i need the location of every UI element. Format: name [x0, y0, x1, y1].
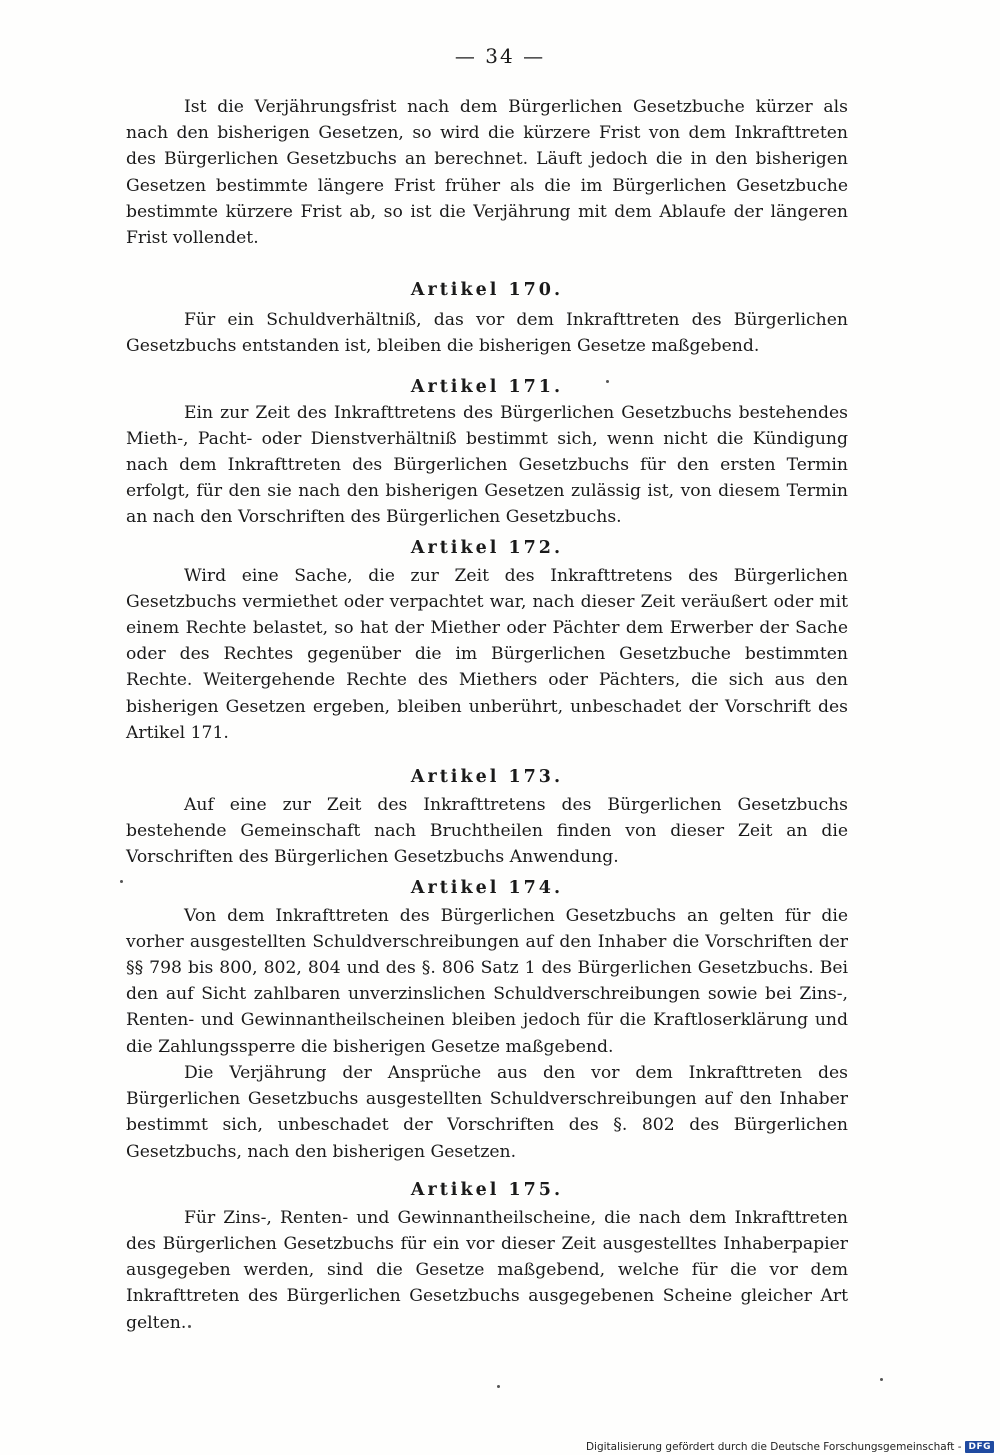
footer-text: Digitalisierung gefördert durch die Deutsche Forschungsgemeinschaft -: [585, 1441, 962, 1453]
paragraph-artikel-171: Ein zur Zeit des Inkrafttretens des Bürgerlichen Gesetzbuchs bestehendes Mieth-, Pacht- oder Dienstverhältniß bestimmt sich, wenn nicht die Kündigung nach dem Inkrafttreten des Bürgerlichen Gesetzbuchs für den ersten Termin erfolgt, für den sie nach den bisherigen Gesetzen zulässig ist, von diesem Termin an nach den Vorschriften des Bürgerlichen Gesetzbuchs.: [126, 402, 848, 528]
heading-artikel-175: Artikel 175.: [410, 1179, 564, 1200]
page-number: — 34 —: [454, 44, 546, 68]
dfg-logo: DFG: [965, 1441, 994, 1453]
paragraph-artikel-173: Auf eine zur Zeit des Inkrafttretens des Bürgerlichen Gesetzbuchs bestehende Gemeinschaft nach Bruchtheilen finden von dieser Zeit an die Vorschriften des Bürgerlichen Gesetzbuchs Anwendung.: [126, 795, 848, 868]
heading-artikel-171: Artikel 171.: [410, 376, 564, 397]
paragraph-verjaehrung: Ist die Verjährungsfrist nach dem Bürgerlichen Gesetzbuche kürzer als nach den bisherigen Gesetzen, so wird die kürzere Frist von dem Inkrafttreten des Bürgerlichen Gesetzbuchs an berechnet. Läuft jedoch die in den bisherigen Gesetzen bestimmte längere Frist früher als die im Bürgerlichen Gesetzbuche bestimmte kürzere Frist ab, so ist die Verjährung mit dem Ablaufe der längeren Frist vollendet.: [126, 97, 848, 249]
scan-speck: [188, 1325, 191, 1328]
scan-speck: [606, 380, 609, 383]
heading-artikel-174: Artikel 174.: [410, 877, 564, 898]
scan-speck: [880, 1378, 883, 1381]
paragraph-artikel-175: Für Zins-, Renten- und Gewinnantheilscheine, die nach dem Inkrafttreten des Bürgerlichen Gesetzbuchs für ein vor dieser Zeit ausgestelltes Inhaberpapier ausgegeben werden, sind die Gesetze maßgebend, welche für die vor dem Inkrafttreten des Bürgerlichen Gesetzbuchs ausgegebenen Scheine gleicher Art gelten.: [126, 1207, 848, 1333]
heading-artikel-172: Artikel 172.: [410, 537, 564, 558]
heading-artikel-170: Artikel 170.: [410, 280, 564, 301]
heading-artikel-173: Artikel 173.: [410, 767, 564, 788]
paragraph-artikel-172: Wird eine Sache, die zur Zeit des Inkrafttretens des Bürgerlichen Gesetzbuchs vermiethet oder verpachtet war, nach dieser Zeit veräußert oder mit einem Rechte belastet, so hat der Miether oder Pächter dem Erwerber der Sache oder des Rechtes gegenüber die im Bürgerlichen Gesetzbuche bestimmten Rechte. Weitergehende Rechte des Miethers oder Pächters, die sich aus den bisherigen Gesetzen ergeben, bleiben unberührt, unbeschadet der Vorschrift des Artikel 171.: [126, 565, 848, 743]
paragraph-artikel-174-1: Von dem Inkrafttreten des Bürgerlichen Gesetzbuchs an gelten für die vorher ausgestellten Schuldverschreibungen auf den Inhaber die Vorschriften der §§ 798 bis 800, 802, 804 und des §. 806 Satz 1 des Bürgerlichen Gesetzbuchs. Bei den auf Sicht zahlbaren unverzinslichen Schuldverschreibungen sowie bei Zins-, Renten- und Gewinnantheilscheinen bleiben jedoch für die Kraftloserklärung und die Zahlungssperre die bisherigen Gesetze maßgebend.: [126, 905, 848, 1057]
scan-speck: [497, 1385, 500, 1388]
digitization-footer: [586, 1441, 994, 1453]
paragraph-artikel-174-2: Die Verjährung der Ansprüche aus den vor dem Inkrafttreten des Bürgerlichen Gesetzbuchs ausgestellten Schuldverschreibungen auf den Inhaber bestimmt sich, unbeschadet der Vorschriften des §. 802 des Bürgerlichen Gesetzbuchs, nach den bisherigen Gesetzen.: [126, 1062, 848, 1162]
scan-speck: [120, 880, 123, 883]
paragraph-artikel-170: Für ein Schuldverhältniß, das vor dem Inkrafttreten des Bürgerlichen Gesetzbuchs entstanden ist, bleiben die bisherigen Gesetze maßgebend.: [126, 310, 848, 357]
page-body: [126, 94, 848, 1336]
